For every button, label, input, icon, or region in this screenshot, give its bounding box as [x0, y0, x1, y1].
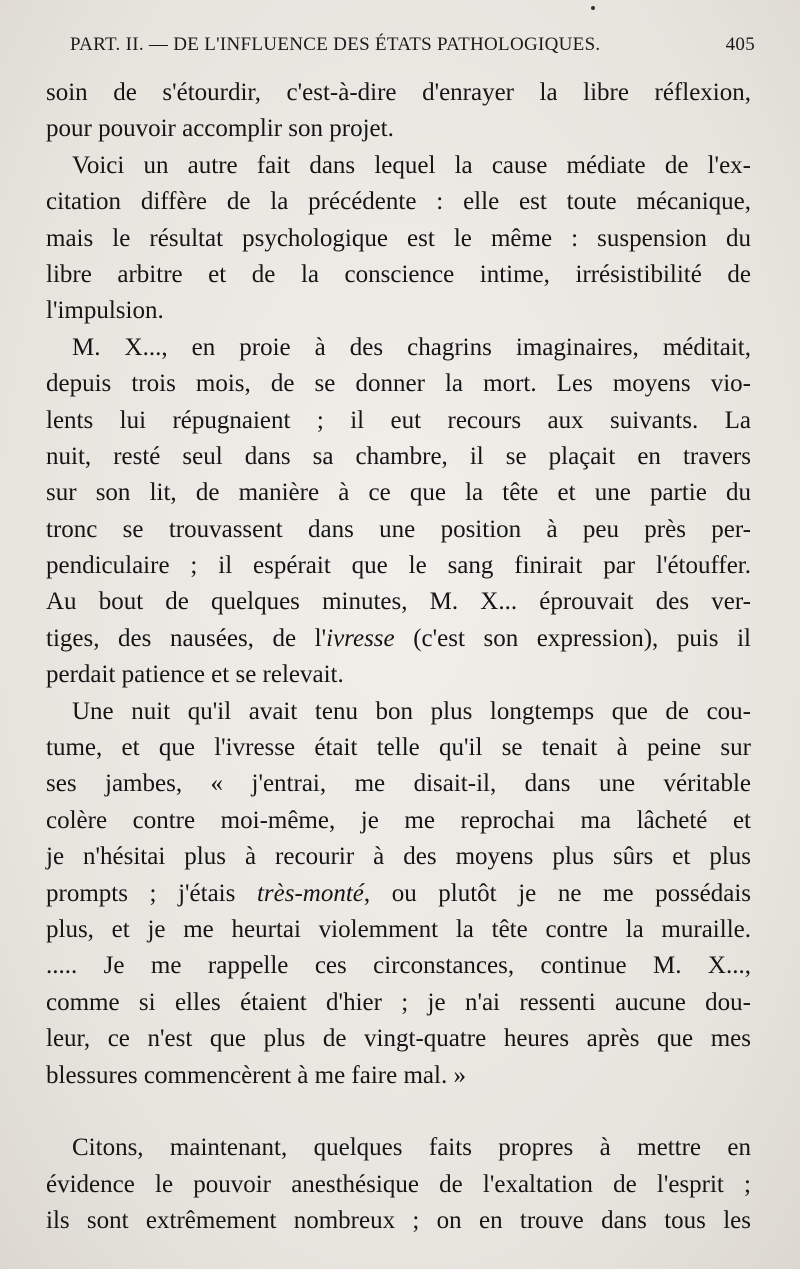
text-line: l'impulsion. — [46, 297, 164, 325]
text-line: ses jambes, « j'entrai, me disait-il, dans une véritable — [46, 770, 751, 798]
text-line: pendiculaire ; il espérait que le sang finirait par l'étouffer. — [46, 552, 751, 580]
text-line: pour pouvoir accomplir son projet. — [46, 115, 394, 143]
running-header — [70, 34, 755, 60]
text-line: ..... Je me rappelle ces circonstances, continue M. X..., — [46, 952, 751, 980]
text-line: comme si elles étaient d'hier ; je n'ai ressenti aucune dou- — [46, 988, 751, 1016]
italic-term: très-monté — [256, 879, 364, 907]
text-line: lents lui répugnaient ; il eut recours aux suivants. La — [46, 406, 751, 434]
text-line: tume, et que l'ivresse était telle qu'il se tenait à peine sur — [46, 734, 751, 762]
text-line: mais le résultat psychologique est le même : suspension du — [46, 224, 751, 252]
text-line: nuit, resté seul dans sa chambre, il se plaçait en travers — [46, 442, 751, 470]
text-line: colère contre moi-même, je me reprochai ma lâcheté et — [46, 806, 751, 834]
text-line: tronc se trouvassent dans une position à peu près per- — [46, 515, 751, 543]
text-line: tiges, des nausées, de l'ivresse (c'est son expression), puis il — [46, 624, 751, 652]
text-line: soin de s'étourdir, c'est-à-dire d'enrayer la libre réflexion, — [46, 79, 751, 106]
text-line: évidence le pouvoir anesthésique de l'exaltation de l'esprit ; — [46, 1170, 751, 1198]
body-text — [46, 75, 751, 1240]
text-line: Voici un autre fait dans lequel la cause médiate de l'ex- — [72, 151, 751, 179]
text-line: citation diffère de la précédente : elle est toute mécanique, — [46, 188, 751, 216]
text-line: depuis trois mois, de se donner la mort. Les moyens vio- — [46, 370, 751, 398]
italic-term: ivresse — [326, 624, 395, 652]
text-line: je n'hésitai plus à recourir à des moyens plus sûrs et plus — [46, 843, 751, 871]
text-line: libre arbitre et de la conscience intime, irrésistibilité de — [46, 260, 751, 288]
text-line: Au bout de quelques minutes, M. X... éprouvait des ver- — [46, 588, 751, 616]
text-line: Une nuit qu'il avait tenu bon plus longtemps que de cou- — [72, 697, 751, 725]
running-title: PART. II. — DE L'INFLUENCE DES ÉTATS PATHOLOGIQUES. — [70, 34, 601, 55]
text-line: Citons, maintenant, quelques faits propres à mettre en — [72, 1134, 751, 1162]
print-speck — [591, 6, 595, 10]
text-line: perdait patience et se relevait. — [46, 661, 344, 689]
text-line: sur son lit, de manière à ce que la tête et une partie du — [46, 479, 751, 507]
text-line: plus, et je me heurtai violemment la tête contre la muraille. — [46, 915, 751, 943]
paragraph-gap — [46, 1094, 751, 1130]
text-line: prompts ; j'étais très-monté, ou plutôt je ne me possédais — [46, 879, 752, 907]
page-number: 405 — [725, 34, 755, 55]
text-line: leur, ce n'est que plus de vingt-quatre heures après que mes — [46, 1025, 751, 1053]
text-line: M. X..., en proie à des chagrins imaginaires, méditait, — [72, 333, 751, 361]
text-line: ils sont extrêmement nombreux ; on en trouve dans tous les — [46, 1207, 751, 1235]
text-line: blessures commencèrent à me faire mal. » — [46, 1061, 466, 1089]
